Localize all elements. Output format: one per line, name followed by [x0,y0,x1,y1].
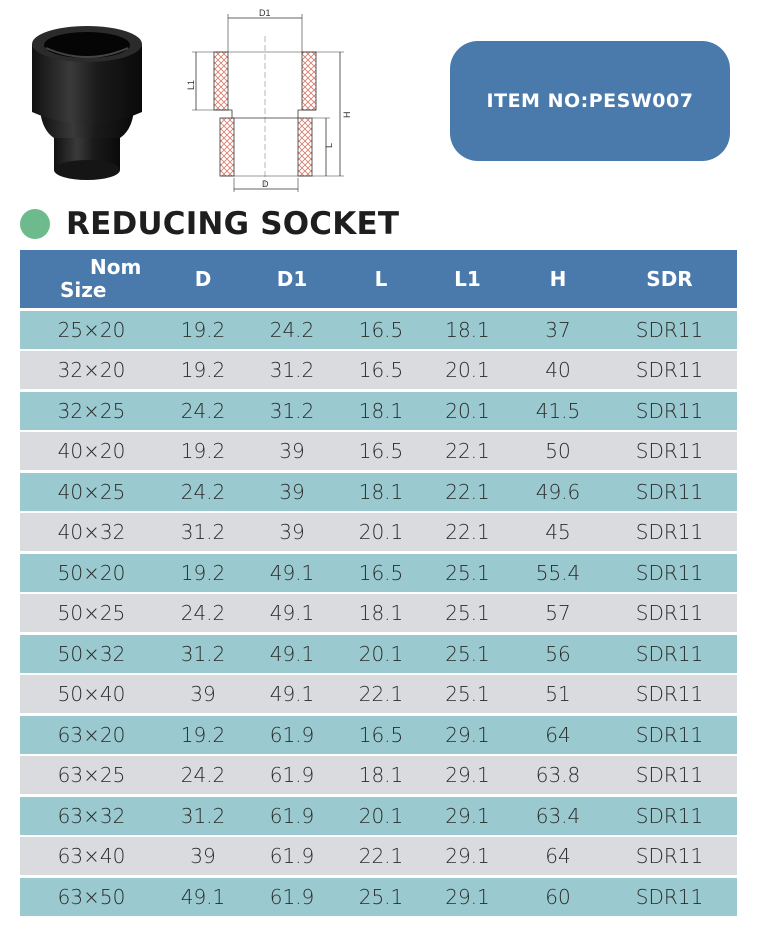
cell-d1: 39 [279,439,305,463]
product-photo [24,18,154,188]
cell-nom-size: 50×32 [57,641,126,666]
cell-d1: 61.9 [269,803,315,828]
cell-nom-size: 63×32 [57,803,126,828]
cell-l1: 20.1 [445,358,490,382]
cell-l: 25.1 [358,884,404,909]
cell-d: 39 [190,844,216,868]
cell-d: 31.2 [180,803,226,828]
cell-nom-size: 50×40 [57,682,126,706]
cell-sdr: SDR11 [635,479,704,504]
cell-d1: 49.1 [269,641,315,666]
cell-d1: 24.2 [269,317,315,342]
header-d: D [194,267,212,291]
cell-sdr: SDR11 [635,439,704,463]
cell-l1: 29.1 [445,884,490,909]
table-row [20,837,737,875]
cell-sdr: SDR11 [635,763,704,787]
cell-h: 55.4 [535,560,581,585]
page-title: REDUCING SOCKET [66,206,400,242]
cell-sdr: SDR11 [635,722,704,747]
section-heading [20,203,399,245]
cell-l: 22.1 [358,682,404,706]
cell-l: 20.1 [358,520,404,544]
cell-h: 64 [545,844,571,868]
cell-l1: 29.1 [445,722,490,747]
cell-l1: 20.1 [445,398,490,423]
table-row [20,432,737,470]
cell-d: 49.1 [180,884,226,909]
cell-nom-size: 25×20 [57,317,126,342]
cell-nom-size: 50×20 [57,560,126,585]
header-l: L [374,267,388,291]
cell-h: 50 [545,439,571,463]
cell-l: 18.1 [358,398,404,423]
table-row [20,756,737,794]
header-sdr: SDR [646,267,693,291]
cell-d: 19.2 [180,358,226,382]
cell-l: 16.5 [358,358,404,382]
cell-sdr: SDR11 [635,520,704,544]
cell-sdr: SDR11 [635,884,704,909]
table-row [20,594,737,632]
bullet-dot-icon [20,209,50,239]
cell-h: 45 [545,520,571,544]
cell-l: 16.5 [358,439,404,463]
cell-d1: 39 [279,520,305,544]
cell-d: 31.2 [180,641,226,666]
cell-d1: 49.1 [269,682,315,706]
header-nom-size [20,250,163,308]
cell-nom-size: 63×50 [57,884,126,909]
cell-sdr: SDR11 [635,398,704,423]
item-number-box [450,41,730,161]
cell-d: 19.2 [180,560,226,585]
cell-d: 19.2 [180,317,226,342]
cell-h: 49.6 [535,479,581,504]
label-l: L [324,142,334,148]
label-h: H [342,111,352,118]
cell-l1: 25.1 [445,682,490,706]
cell-l1: 18.1 [445,317,490,342]
cell-d1: 31.2 [269,358,315,382]
cell-nom-size: 32×20 [57,358,126,382]
cell-sdr: SDR11 [635,358,704,382]
cell-d: 19.2 [180,439,226,463]
cell-nom-size: 40×20 [57,439,126,463]
table-body [20,311,737,916]
table-row [20,513,737,551]
cell-sdr: SDR11 [635,844,704,868]
spec-table [20,250,737,916]
cell-d1: 61.9 [269,884,315,909]
cell-nom-size: 50×25 [57,601,126,625]
cell-d: 39 [190,682,216,706]
cell-l1: 22.1 [445,520,490,544]
cell-h: 60 [545,884,571,909]
table-row [20,675,737,713]
cell-l1: 25.1 [445,601,490,625]
cell-d: 24.2 [180,763,226,787]
header-h: H [549,267,567,291]
cell-l1: 25.1 [445,641,490,666]
cell-sdr: SDR11 [635,317,704,342]
table-row [20,797,737,835]
cell-l: 20.1 [358,641,404,666]
cell-l: 22.1 [358,844,404,868]
table-row [20,716,737,754]
table-row [20,351,737,389]
cell-h: 63.4 [535,803,581,828]
cell-nom-size: 32×25 [57,398,126,423]
cell-d1: 61.9 [269,722,315,747]
table-row [20,473,737,511]
cell-d1: 31.2 [269,398,315,423]
cell-l1: 22.1 [445,439,490,463]
cell-h: 64 [545,722,571,747]
technical-drawing [182,6,360,196]
cell-nom-size: 63×20 [57,722,126,747]
cell-d: 31.2 [180,520,226,544]
cell-sdr: SDR11 [635,803,704,828]
cell-l: 16.5 [358,722,404,747]
item-number-label: ITEM NO:PESW007 [486,90,694,112]
cell-l: 16.5 [358,560,404,585]
table-row [20,311,737,349]
cell-h: 63.8 [535,763,581,787]
cell-d1: 49.1 [269,560,315,585]
cell-d1: 61.9 [269,844,315,868]
cell-h: 41.5 [535,398,581,423]
cell-l: 18.1 [358,601,404,625]
cell-l: 20.1 [358,803,404,828]
cell-nom-size: 63×25 [57,763,126,787]
cell-d1: 61.9 [269,763,315,787]
cell-l1: 29.1 [445,844,490,868]
header-nom: Nom [90,255,142,279]
cell-h: 57 [545,601,571,625]
cell-d1: 49.1 [269,601,315,625]
label-d: D [262,179,269,189]
cell-l1: 29.1 [445,803,490,828]
table-row [20,392,737,430]
cell-l: 18.1 [358,479,404,504]
cell-l1: 29.1 [445,763,490,787]
cell-d: 19.2 [180,722,226,747]
label-l1: L1 [186,79,196,90]
cell-sdr: SDR11 [635,641,704,666]
cell-d: 24.2 [180,398,226,423]
cell-sdr: SDR11 [635,601,704,625]
cell-h: 40 [545,358,571,382]
cell-d: 24.2 [180,601,226,625]
cell-l: 16.5 [358,317,404,342]
cell-l1: 25.1 [445,560,490,585]
cell-h: 37 [545,317,571,342]
cell-nom-size: 40×25 [57,479,126,504]
cell-sdr: SDR11 [635,560,704,585]
cell-h: 51 [545,682,571,706]
table-row [20,554,737,592]
table-row [20,878,737,916]
cell-nom-size: 63×40 [57,844,126,868]
table-header [20,250,737,308]
header-l1: L1 [454,267,481,291]
cell-nom-size: 40×32 [57,520,126,544]
header-size: Size [60,278,107,302]
table-row [20,635,737,673]
cell-l: 18.1 [358,763,404,787]
cell-l1: 22.1 [445,479,490,504]
cell-d: 24.2 [180,479,226,504]
cell-d1: 39 [279,479,305,504]
cell-sdr: SDR11 [635,682,704,706]
label-d1: D1 [259,8,271,18]
cell-h: 56 [545,641,571,666]
header-d1: D1 [276,267,308,291]
